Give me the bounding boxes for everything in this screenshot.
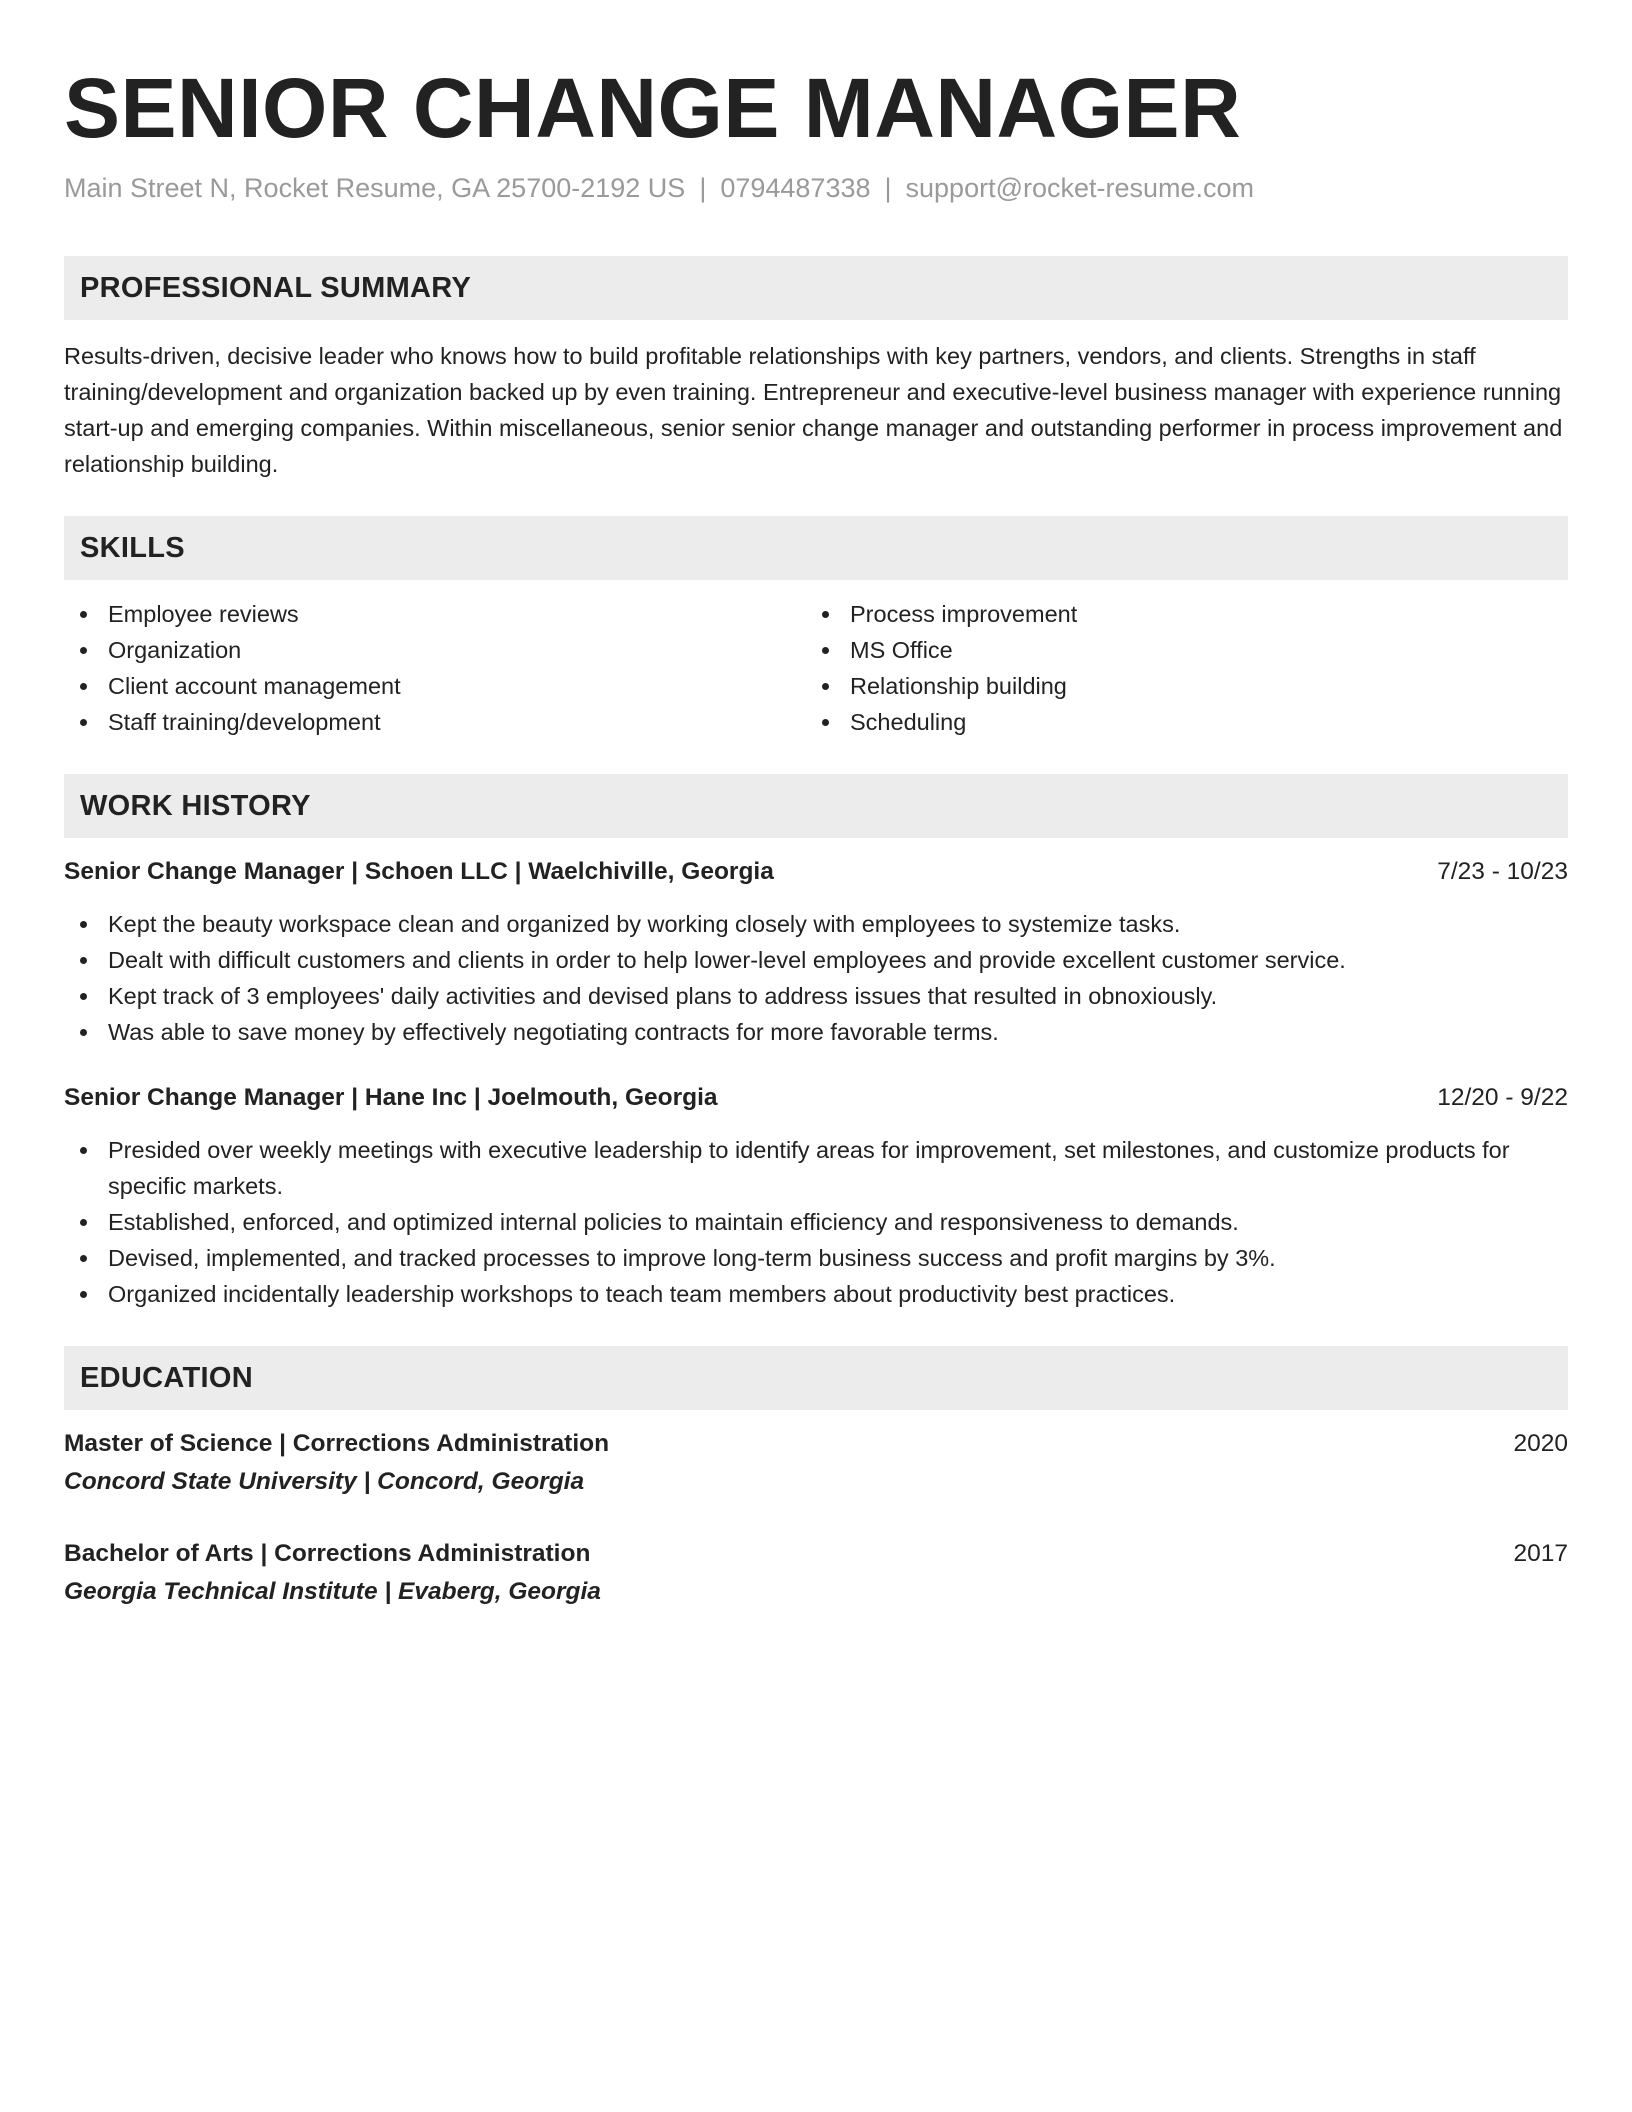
contact-separator: | <box>884 173 892 203</box>
contact-phone: 0794487338 <box>720 173 871 203</box>
job-bullet: Kept the beauty workspace clean and organized by working closely with employees to systemize tasks. <box>64 906 1568 942</box>
job-bullets <box>64 906 1568 1050</box>
section-heading-work-history: WORK HISTORY <box>64 774 1568 838</box>
job-title: Senior Change Manager | Hane Inc | Joelmouth, Georgia <box>64 1084 718 1111</box>
education-school: Georgia Technical Institute | Evaberg, Georgia <box>64 1578 601 1605</box>
skill-item: Employee reviews <box>64 596 806 632</box>
job-dates: 7/23 - 10/23 <box>1437 858 1568 885</box>
education-degree: Bachelor of Arts | Corrections Administration <box>64 1540 591 1567</box>
skill-item: MS Office <box>806 632 1548 668</box>
job-entry <box>64 854 1568 1050</box>
job-bullet: Dealt with difficult customers and clients in order to help lower-level employees and provide excellent customer service. <box>64 942 1568 978</box>
job-bullet: Devised, implemented, and tracked processes to improve long-term business success and profit margins by 3%. <box>64 1240 1568 1276</box>
education-year: 2017 <box>1513 1540 1568 1567</box>
resume-name-heading: SENIOR CHANGE MANAGER <box>64 61 1242 155</box>
job-bullet: Presided over weekly meetings with executive leadership to identify areas for improvement, set milestones, and customize products for specific markets. <box>64 1132 1568 1204</box>
skill-item: Client account management <box>64 668 806 704</box>
skill-item: Staff training/development <box>64 704 806 740</box>
job-bullet: Was able to save money by effectively negotiating contracts for more favorable terms. <box>64 1014 1568 1050</box>
job-header <box>64 1080 1568 1116</box>
job-bullets <box>64 1132 1568 1312</box>
skill-item: Organization <box>64 632 806 668</box>
contact-line <box>64 170 1568 206</box>
contact-email: support@rocket-resume.com <box>905 173 1255 203</box>
job-bullet: Organized incidentally leadership workshops to teach team members about productivity best practices. <box>64 1276 1568 1312</box>
education-degree: Master of Science | Corrections Administration <box>64 1430 610 1457</box>
section-heading-education: EDUCATION <box>64 1346 1568 1410</box>
skills-column-right <box>806 596 1548 740</box>
education-header <box>64 1426 1568 1462</box>
education-year: 2020 <box>1513 1430 1568 1457</box>
skill-item: Scheduling <box>806 704 1548 740</box>
education-header <box>64 1536 1568 1572</box>
skill-item: Process improvement <box>806 596 1548 632</box>
education-entry <box>64 1536 1568 1610</box>
contact-separator: | <box>699 173 707 203</box>
job-title: Senior Change Manager | Schoen LLC | Waelchiville, Georgia <box>64 858 774 885</box>
contact-address: Main Street N, Rocket Resume, GA 25700-2192 US <box>64 173 686 203</box>
job-header <box>64 854 1568 890</box>
section-heading-skills: SKILLS <box>64 516 1568 580</box>
job-entry <box>64 1080 1568 1312</box>
skills-column-left <box>64 596 806 740</box>
job-dates: 12/20 - 9/22 <box>1437 1084 1568 1111</box>
education-entry <box>64 1426 1568 1500</box>
job-bullet: Established, enforced, and optimized internal policies to maintain efficiency and responsiveness to demands. <box>64 1204 1568 1240</box>
skills-list <box>64 596 1568 740</box>
skill-item: Relationship building <box>806 668 1548 704</box>
summary-paragraph: Results-driven, decisive leader who knows how to build profitable relationships with key partners, vendors, and clients. Strengths in staff training/development and organization backed up by even training. Entrepreneur and executive-level business manager with experience running start-up and emerging companies. Within miscellaneous, senior senior change manager and outstanding performer in process improvement and relationship building. <box>64 343 1563 477</box>
education-school: Concord State University | Concord, Georgia <box>64 1468 585 1495</box>
job-bullet: Kept track of 3 employees' daily activities and devised plans to address issues that resulted in obnoxiously. <box>64 978 1568 1014</box>
section-heading-summary: PROFESSIONAL SUMMARY <box>64 256 1568 320</box>
